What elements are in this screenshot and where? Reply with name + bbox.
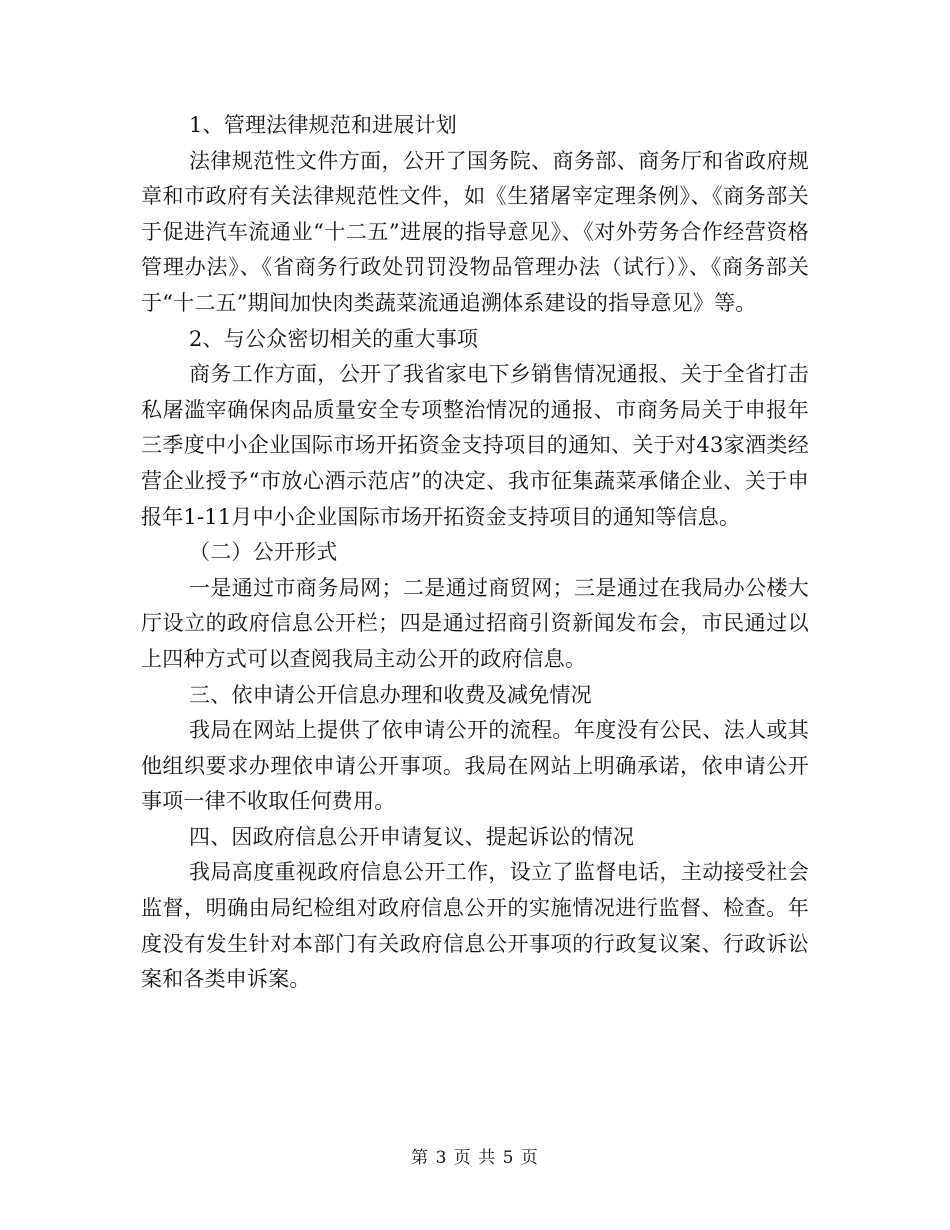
paragraph-disclosure-channels: 一是通过市商务局网；二是通过商贸网；三是通过在我局办公楼大厅设立的政府信息公开栏；四是通过招商引资新闻发布会，市民通过以上四种方式可以查阅我局主动公开的政府信息。 [141,575,809,671]
heading-disclosure-form: （二）公开形式 [189,540,338,565]
heading-review-litigation: 四、因政府信息公开申请复议、提起诉讼的情况 [189,824,635,849]
heading-legal-norms: 1、管理法律规范和进展计划 [189,113,457,137]
document-body [141,108,809,998]
paragraph-supervision: 我局高度重视政府信息公开工作，设立了监督电话，主动接受社会监督，明确由局纪检组对政府信息公开的实施情况进行监督、检查。年度没有发生针对本部门有关政府信息公开事项的行政复议案、行政诉讼案和各类申诉案。 [141,860,809,992]
paragraph-commerce-work: 商务工作方面，公开了我省家电下乡销售情况通报、关于全省打击私屠滥宰确保肉品质量安全专项整治情况的通报、市商务局关于申报年三季度中小企业国际市场开拓资金支持项目的通知、关于对43家酒类经营企业授予“市放心酒示范店”的决定、我市征集蔬菜承储企业、关于申报年1-11月中小企业国际市场开拓资金支持项目的通知等信息。 [141,362,809,529]
paragraph-application-process: 我局在网站上提供了依申请公开的流程。年度没有公民、法人或其他组织要求办理依申请公开事项。我局在网站上明确承诺，依申请公开事项一律不收取任何费用。 [141,718,809,814]
page-number-footer: 第 3 页 共 5 页 [411,1148,539,1168]
heading-major-matters: 2、与公众密切相关的重大事项 [189,326,479,351]
heading-application-disclosure: 三、依申请公开信息办理和收费及减免情况 [189,682,592,707]
paragraph-legal-documents: 法律规范性文件方面，公开了国务院、商务部、商务厅和省政府规章和市政府有关法律规范性文件，如《生猪屠宰定理条例》、《商务部关于促进汽车流通业“十二五”进展的指导意见》、《对外劳务合作经营资格管理办法》、《省商务行政处罚罚没物品管理办法（试行）》、《商务部关于“十二五”期间加快肉类蔬菜流通追溯体系建设的指导意见》等。 [141,148,809,315]
